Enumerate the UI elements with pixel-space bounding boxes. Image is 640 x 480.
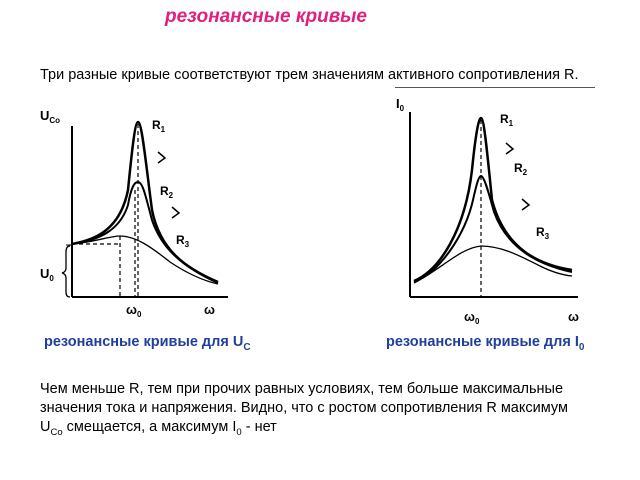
left-curve-r2 <box>72 182 218 283</box>
right-r2-label: $R_2$ <box>514 161 528 177</box>
left-u0-label: $U_0$ <box>40 266 54 283</box>
left-gt-symbol-2 <box>172 207 179 218</box>
left-r1-label: $R_1$ <box>152 118 166 134</box>
left-curve-r1 <box>72 122 218 282</box>
bottom-paragraph <box>40 380 620 442</box>
right-r1-label: $R_1$ <box>500 112 514 128</box>
right-w-label: ω <box>568 309 579 324</box>
left-curve-r3 <box>72 236 218 284</box>
left-y-label: $U_{Co}$ <box>40 108 61 125</box>
right-caption: резонансные кривые для $I_0$ <box>386 334 585 353</box>
left-caption: резонансные кривые для $U_C$ <box>44 334 251 353</box>
right-w0-label: $\omega_0$ <box>464 309 480 326</box>
left-r2-label: $R_2$ <box>160 184 174 200</box>
left-gt-symbol-1 <box>158 152 165 163</box>
left-u0-brace <box>62 246 70 297</box>
right-curve-r1 <box>414 118 572 281</box>
right-curve-r2 <box>414 176 572 282</box>
left-w-label: ω <box>204 302 215 317</box>
right-y-label: $I_0$ <box>396 96 405 113</box>
bottom-line-1: Чем меньше R, тем при прочих равных условиях, тем больше максимальные <box>40 381 564 397</box>
right-r3-label: $R_3$ <box>536 225 550 241</box>
left-w0-label: $\omega_0$ <box>126 302 142 319</box>
left-diagram <box>40 108 228 319</box>
page-title: резонансные кривые <box>165 6 367 27</box>
bottom-line-3: $U_{Co}$ смещается, а максимум $I_0$ - нет <box>40 419 277 438</box>
right-diagram <box>396 96 579 326</box>
bottom-line-2: значения тока и напряжения. Видно, что с ростом сопротивления R максимум <box>40 400 568 416</box>
left-r3-label: $R_3$ <box>176 233 190 249</box>
intro-text: Три разные кривые соответствуют трем значениям активного сопротивления R. <box>40 67 579 83</box>
right-gt-symbol-1 <box>506 143 513 154</box>
right-gt-symbol-2 <box>522 199 529 210</box>
